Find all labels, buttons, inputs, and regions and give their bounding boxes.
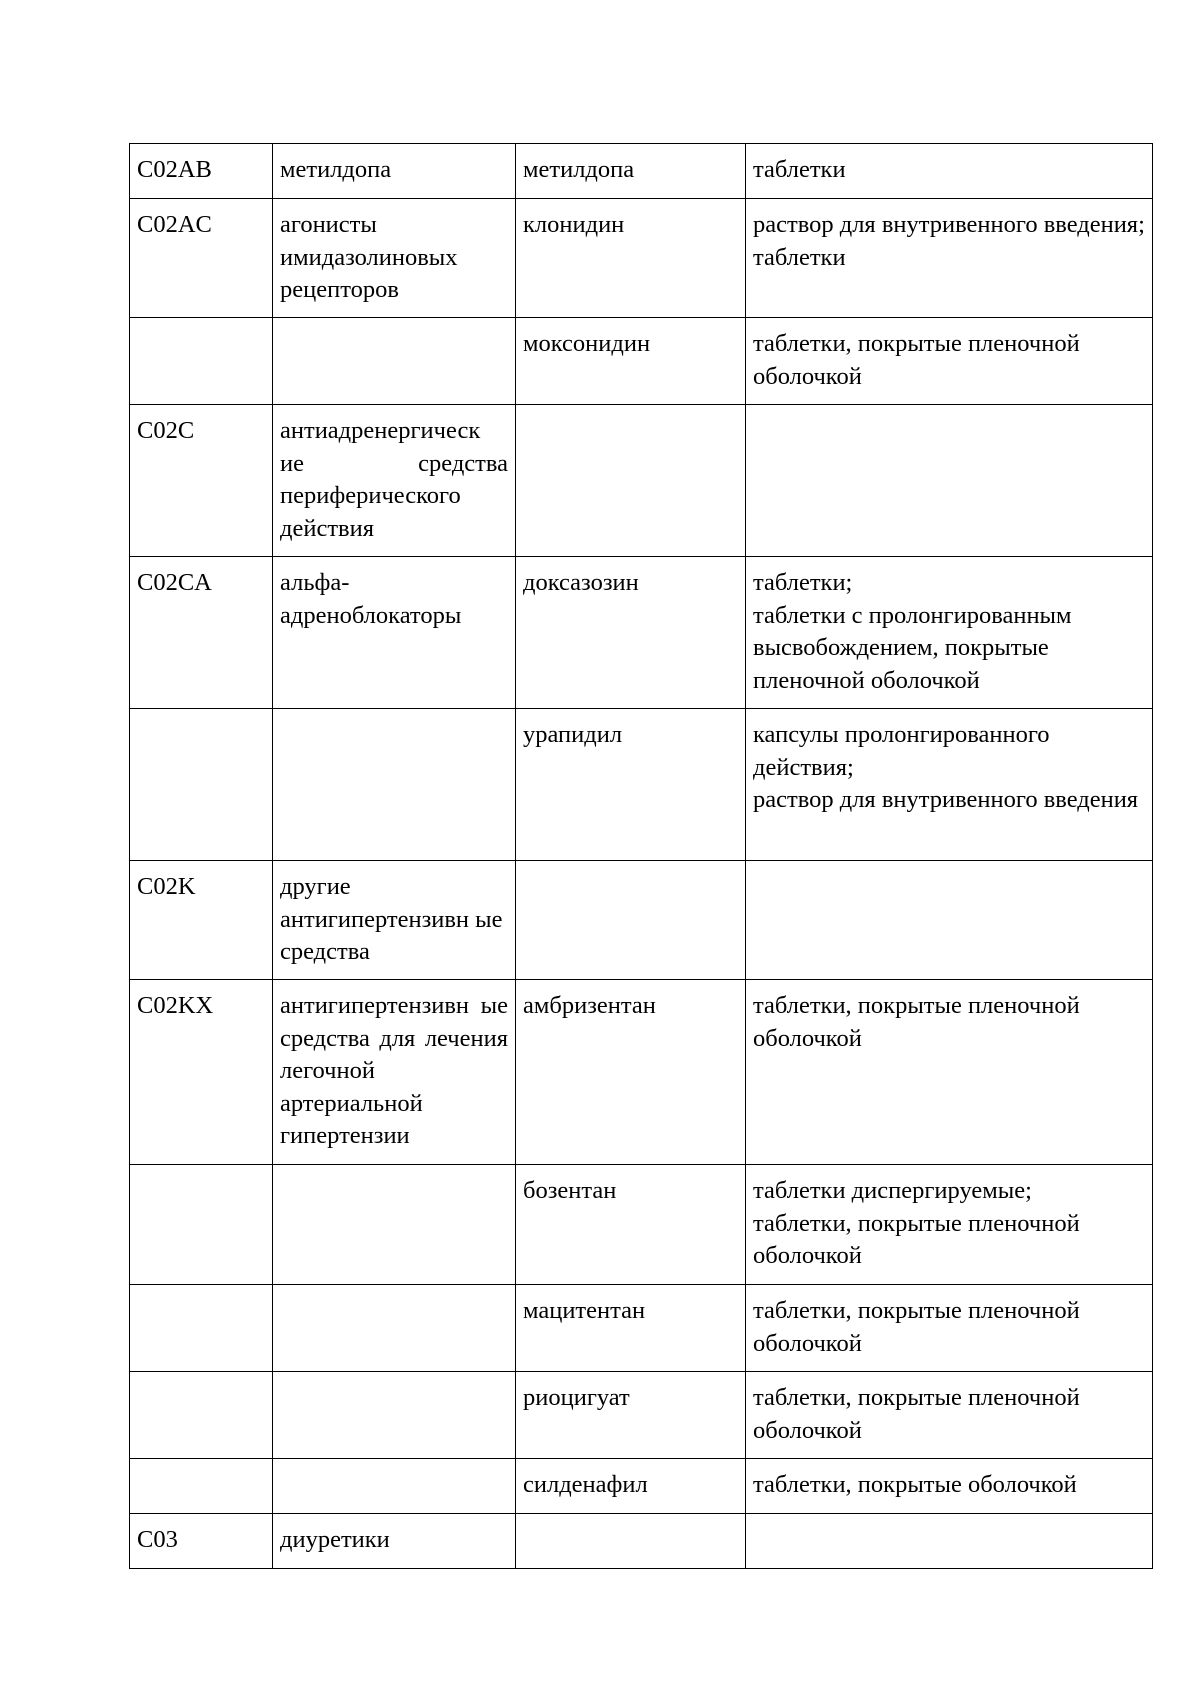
drug-name: клонидин — [523, 211, 625, 238]
table-row — [130, 861, 1153, 980]
group-cell — [273, 709, 516, 861]
drug-name: доксазозин — [523, 569, 639, 596]
inn-cell — [516, 144, 746, 199]
dosage-form-cell — [746, 1372, 1153, 1459]
table-row — [130, 144, 1153, 199]
dosage-form-cell — [746, 405, 1153, 557]
atc-code: C02K — [137, 873, 196, 900]
inn-cell — [516, 709, 746, 861]
atc-code-cell — [130, 557, 273, 709]
atc-code-cell — [130, 199, 273, 318]
group-name: другие антигипертензивн ые средства — [280, 873, 503, 965]
drug-name: бозентан — [523, 1177, 617, 1204]
group-cell — [273, 1514, 516, 1569]
dosage-form: таблетки, покрытые пленочной оболочкой — [753, 1297, 1080, 1357]
atc-code-cell — [130, 980, 273, 1165]
dosage-form-cell — [746, 557, 1153, 709]
table-row — [130, 405, 1153, 557]
atc-code-cell — [130, 318, 273, 405]
table-body — [130, 144, 1153, 1569]
group-cell — [273, 199, 516, 318]
inn-cell — [516, 318, 746, 405]
group-name: антиадренергическ ие средства периферического действия — [280, 417, 508, 542]
dosage-form-cell — [746, 1285, 1153, 1372]
atc-code-cell — [130, 1285, 273, 1372]
drug-name: риоцигуат — [523, 1384, 630, 1411]
inn-cell — [516, 1165, 746, 1285]
inn-cell — [516, 1459, 746, 1514]
atc-code: C02AB — [137, 156, 212, 183]
dosage-form: таблетки — [753, 156, 846, 183]
atc-code: C02CA — [137, 569, 212, 596]
table-row — [130, 557, 1153, 709]
dosage-form-cell — [746, 861, 1153, 980]
atc-code-cell — [130, 861, 273, 980]
table-row — [130, 318, 1153, 405]
dosage-form-cell — [746, 1165, 1153, 1285]
dosage-form-cell — [746, 709, 1153, 861]
drug-name: моксонидин — [523, 330, 651, 357]
atc-code-cell — [130, 1459, 273, 1514]
dosage-form: таблетки, покрытые пленочной оболочкой — [753, 1384, 1080, 1444]
atc-code: C02AC — [137, 211, 212, 238]
atc-code: C02KX — [137, 992, 214, 1019]
group-name: метилдопа — [280, 156, 392, 183]
dosage-form: таблетки диспергируемые; таблетки, покрытые пленочной оболочкой — [753, 1177, 1080, 1269]
atc-code: C02C — [137, 417, 195, 444]
dosage-form: капсулы пролонгированного действия; раствор для внутривенного введения — [753, 721, 1139, 813]
inn-cell — [516, 1285, 746, 1372]
group-cell — [273, 1285, 516, 1372]
dosage-form-cell — [746, 1459, 1153, 1514]
dosage-form: таблетки; таблетки с пролонгированным высвобождением, покрытые пленочной оболочкой — [753, 569, 1072, 694]
dosage-form: таблетки, покрытые пленочной оболочкой — [753, 330, 1080, 390]
group-cell — [273, 557, 516, 709]
table-row — [130, 980, 1153, 1165]
table-row — [130, 1514, 1153, 1569]
inn-cell — [516, 199, 746, 318]
atc-code-cell — [130, 709, 273, 861]
inn-cell — [516, 1372, 746, 1459]
inn-cell — [516, 861, 746, 980]
dosage-form: таблетки, покрытые оболочкой — [753, 1471, 1077, 1498]
drug-name: метилдопа — [523, 156, 635, 183]
inn-cell — [516, 980, 746, 1165]
table-row — [130, 1285, 1153, 1372]
group-cell — [273, 980, 516, 1165]
dosage-form-cell — [746, 318, 1153, 405]
inn-cell — [516, 1514, 746, 1569]
group-name: альфа- адреноблокаторы — [280, 569, 462, 629]
drug-name: мацитентан — [523, 1297, 646, 1324]
group-name: антигипертензивн ые средства для лечения легочной артериальной гипертензии — [280, 992, 508, 1149]
group-cell — [273, 405, 516, 557]
inn-cell — [516, 557, 746, 709]
drug-name: силденафил — [523, 1471, 648, 1498]
table-row — [130, 709, 1153, 861]
drug-name: урапидил — [523, 721, 623, 748]
dosage-form: таблетки, покрытые пленочной оболочкой — [753, 992, 1080, 1052]
atc-code-cell — [130, 1514, 273, 1569]
table-row — [130, 1165, 1153, 1285]
drug-name: амбризентан — [523, 992, 656, 1019]
table-row — [130, 1459, 1153, 1514]
group-name: агонисты имидазолиновых рецепторов — [280, 211, 458, 303]
dosage-form: раствор для внутривенного введения; таблетки — [753, 211, 1145, 271]
group-name: диуретики — [280, 1526, 390, 1553]
dosage-form-cell — [746, 144, 1153, 199]
group-cell — [273, 1459, 516, 1514]
dosage-form-cell — [746, 980, 1153, 1165]
atc-code-cell — [130, 405, 273, 557]
group-cell — [273, 1372, 516, 1459]
dosage-form-cell — [746, 1514, 1153, 1569]
table-row — [130, 1372, 1153, 1459]
atc-code-cell — [130, 1165, 273, 1285]
group-cell — [273, 861, 516, 980]
dosage-form-cell — [746, 199, 1153, 318]
group-cell — [273, 144, 516, 199]
atc-code-cell — [130, 1372, 273, 1459]
table-row — [130, 199, 1153, 318]
group-cell — [273, 318, 516, 405]
atc-code-cell — [130, 144, 273, 199]
drug-list-table — [129, 143, 1153, 1569]
group-cell — [273, 1165, 516, 1285]
inn-cell — [516, 405, 746, 557]
atc-code: C03 — [137, 1526, 178, 1553]
